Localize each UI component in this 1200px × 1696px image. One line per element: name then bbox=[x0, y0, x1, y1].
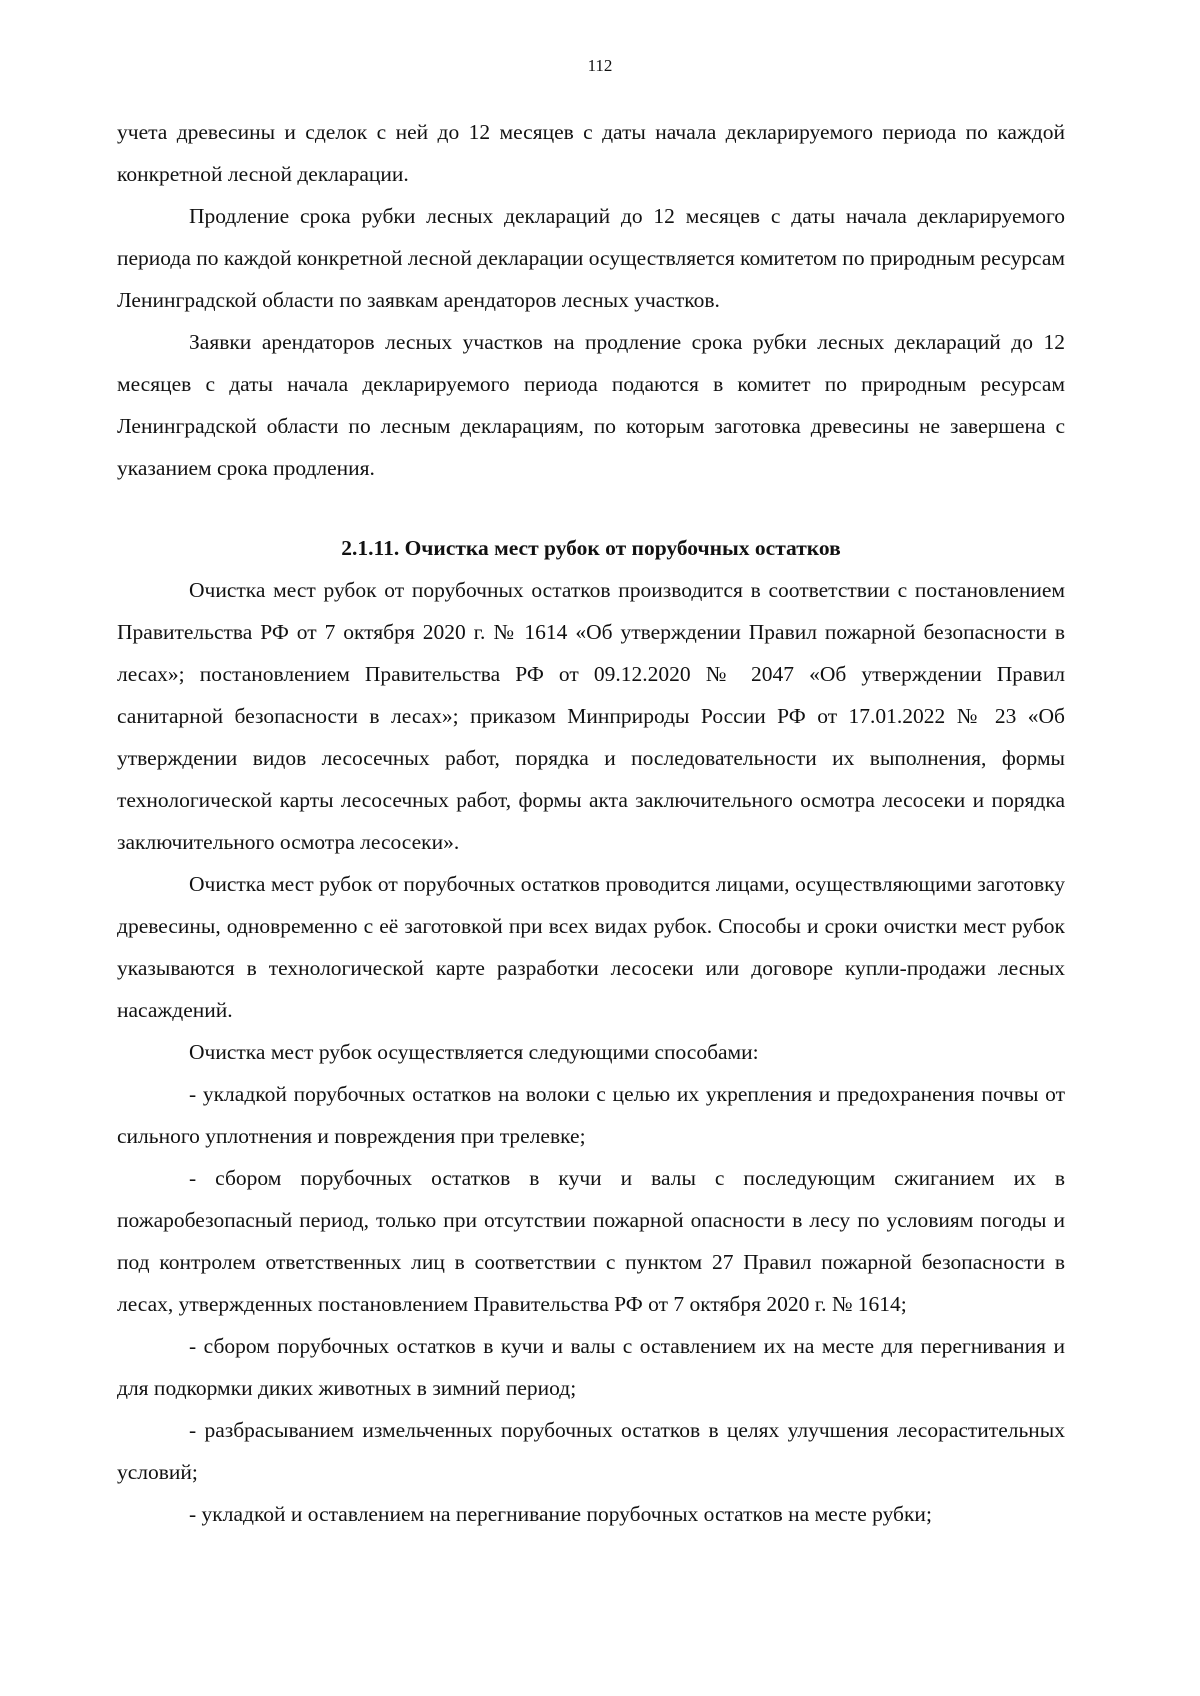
list-item: - сбором порубочных остатков в кучи и валы с оставлением их на месте для перегнивания и для подкормки диких животных в зимний период; bbox=[117, 1334, 1065, 1400]
paragraph: Очистка мест рубок от порубочных остатков производится в соответствии с постановлением Правительства РФ от 7 октября 2020 г. № 1614 «Об утверждении Правил пожарной безопасности в лесах»; постановлением Правительства РФ от 09.12.2020 № 2047 «Об утверждении Правил санитарной безопасности в лесах»; приказом Минприроды России РФ от 17.01.2022 № 23 «Об утверждении видов лесосечных работ, порядка и последовательности их выполнения, формы технологической карты лесосечных работ, формы акта заключительного осмотра лесосеки и порядка заключительного осмотра лесосеки». bbox=[117, 578, 1065, 854]
list-item: - сбором порубочных остатков в кучи и валы с последующим сжиганием их в пожаробезопасный период, только при отсутствии пожарной опасности в лесу по условиям погоды и под контролем ответственных лиц в соответствии с пунктом 27 Правил пожарной безопасности в лесах, утвержденных постановлением Правительства РФ от 7 октября 2020 г. № 1614; bbox=[117, 1166, 1065, 1316]
paragraph: Очистка мест рубок от порубочных остатков проводится лицами, осуществляющими заготовку древесины, одновременно с её заготовкой при всех видах рубок. Способы и сроки очистки мест рубок указываются в технологической карте разработки лесосеки или договоре купли-продажи лесных насаждений. bbox=[117, 872, 1065, 1022]
section-heading: 2.1.11. Очистка мест рубок от порубочных остатков bbox=[341, 536, 841, 560]
page-number: 112 bbox=[587, 56, 613, 75]
list-item: - укладкой и оставлением на перегнивание порубочных остатков на месте рубки; bbox=[189, 1502, 932, 1526]
paragraph: Заявки арендаторов лесных участков на продление срока рубки лесных деклараций до 12 месяцев с даты начала декларируемого периода подаются в комитет по природным ресурсам Ленинградской области по лесным декларациям, по которым заготовка древесины не завершена с указанием срока продления. bbox=[117, 330, 1065, 480]
paragraph: учета древесины и сделок с ней до 12 месяцев с даты начала декларируемого периода по каждой конкретной лесной декларации. bbox=[117, 120, 1065, 186]
document-body bbox=[117, 111, 1065, 1535]
list-item: - разбрасыванием измельченных порубочных остатков в целях улучшения лесорастительных условий; bbox=[117, 1418, 1065, 1484]
paragraph: Продление срока рубки лесных деклараций до 12 месяцев с даты начала декларируемого периода по каждой конкретной лесной декларации осуществляется комитетом по природным ресурсам Ленинградской области по заявкам арендаторов лесных участков. bbox=[117, 204, 1065, 312]
paragraph: Очистка мест рубок осуществляется следующими способами: bbox=[189, 1040, 759, 1064]
list-item: - укладкой порубочных остатков на волоки с целью их укрепления и предохранения почвы от сильного уплотнения и повреждения при трелевке; bbox=[117, 1082, 1065, 1148]
